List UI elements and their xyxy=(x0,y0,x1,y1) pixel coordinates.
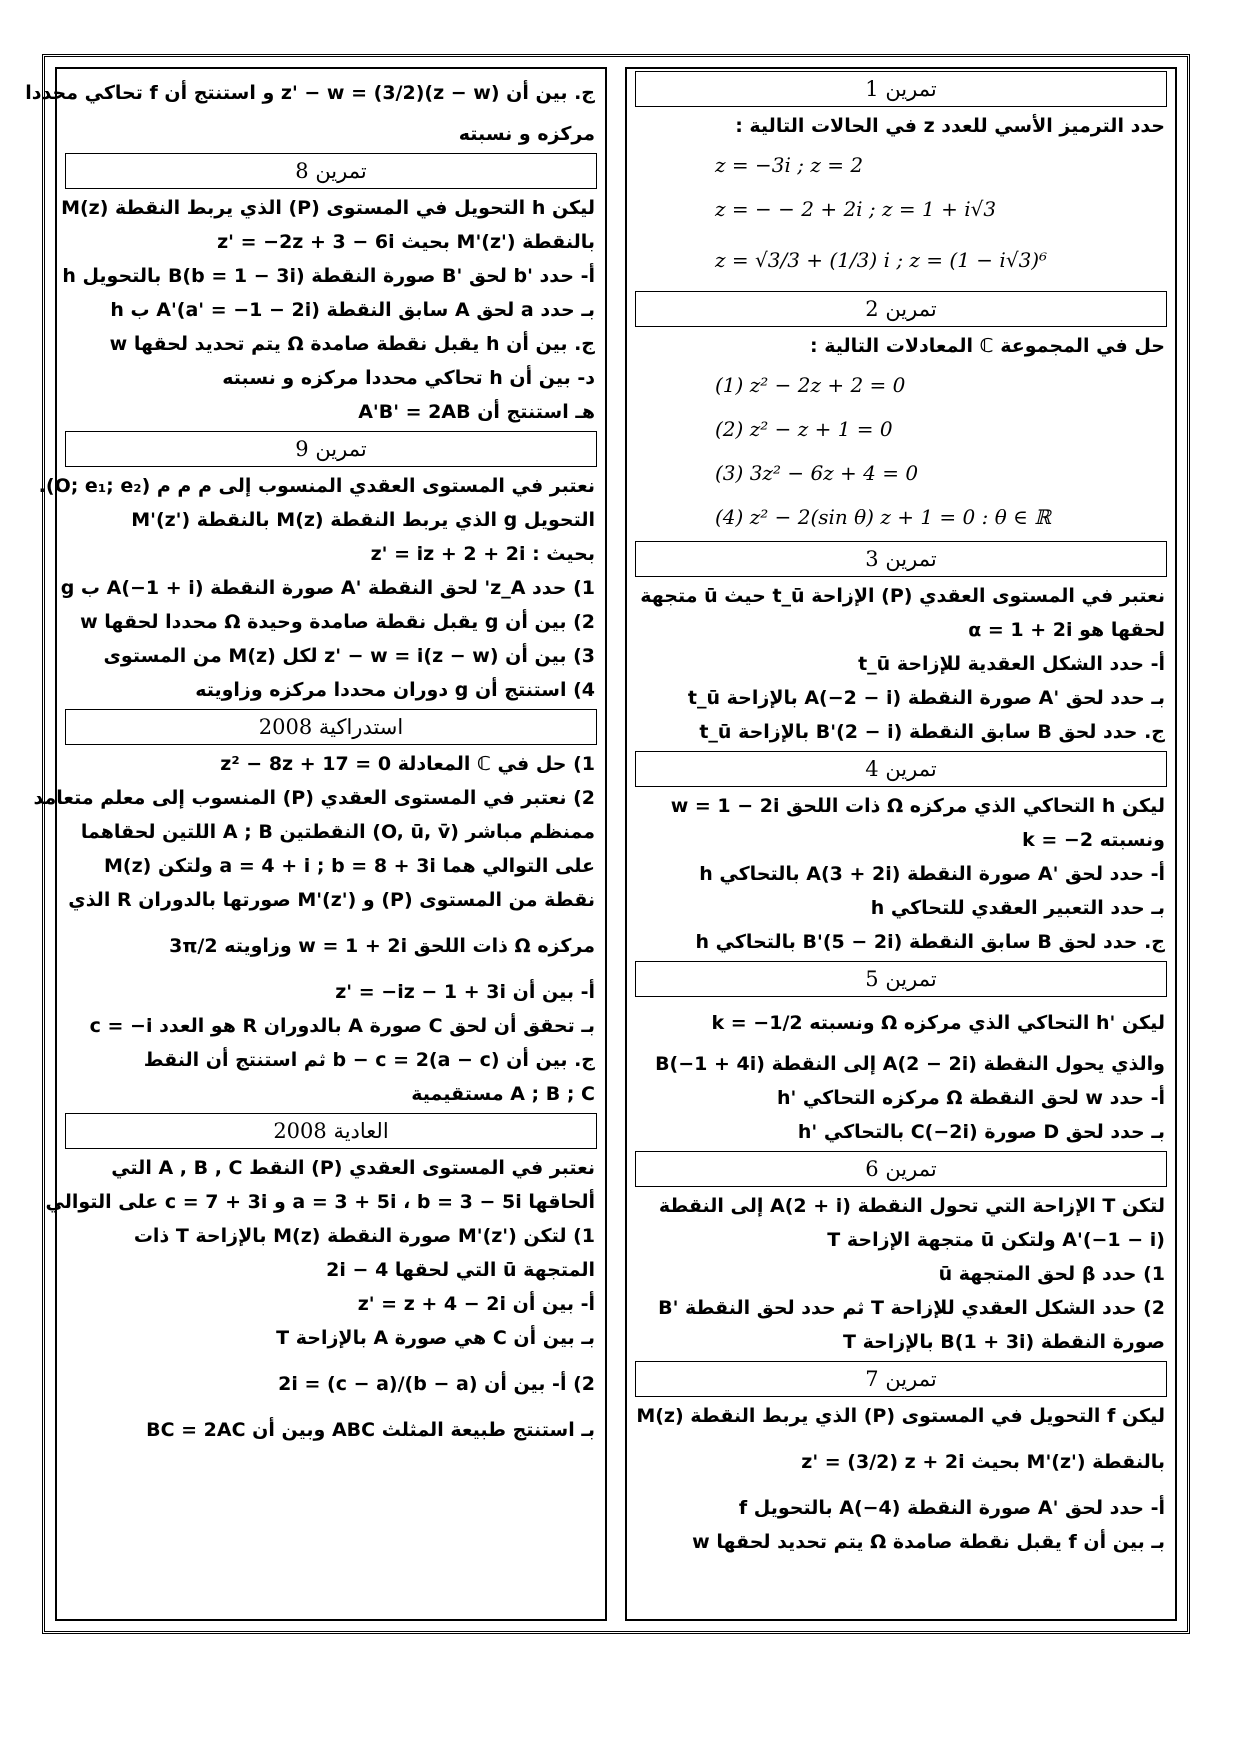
exercise-1-case: z = −3i ; z = 2 xyxy=(715,153,864,177)
exercise-4-line: ليكن h التحاكي الذي مركزه Ω ذات اللحق w = 1 − 2i xyxy=(670,795,1165,817)
exercise-2-equation: (3) 3z² − 6z + 4 = 0 xyxy=(715,461,919,485)
exercise-9-line: 1) حدد z_A' لحق النقطة 'A صورة النقطة A(−1 + i) ب g xyxy=(60,577,595,599)
left-column xyxy=(25,67,607,1621)
exercise-5-line: بـ حدد لحق D صورة C(−2i) بالتحاكي 'h xyxy=(797,1121,1165,1143)
exam-2008-regular-line: بـ بين أن C هي صورة A بالإزاحة T xyxy=(276,1327,595,1349)
exercise-7-line: بالنقطة M'(z') بحيث z' = (3/2) z + 2i xyxy=(801,1451,1165,1473)
exercise-1-title: تمرين 1 xyxy=(635,71,1167,107)
exercise-5-line: والذي يحول النقطة A(2 − 2i) إلى النقطة B(−1 + 4i) xyxy=(655,1053,1165,1075)
exercise-6-line: 1) حدد β لحق المتجهة ū xyxy=(938,1263,1165,1285)
exercise-5-title: تمرين 5 xyxy=(635,961,1167,997)
right-column xyxy=(625,67,1177,1621)
exercise-4-line: بـ حدد التعبير العقدي للتحاكي h xyxy=(870,897,1165,919)
exam-2008-regular-line: بـ استنتج طبيعة المثلث ABC وبين أن BC = 2AC xyxy=(146,1419,595,1441)
exercise-8-line: أ- حدد 'b لحق 'B صورة النقطة B(b = 1 − 3i) بالتحويل h xyxy=(62,265,595,287)
exercise-7-line: بـ بين أن f يقبل نقطة صامدة Ω يتم تحديد لحقها w xyxy=(692,1531,1165,1553)
exercise-6-line: A'(−1 − i) ولتكن ū متجهة الإزاحة T xyxy=(827,1229,1165,1251)
exercise-8-line: ج. بين أن h يقبل نقطة صامدة Ω يتم تحديد لحقها w xyxy=(109,333,595,355)
exercise-9-line: بحيث : z' = iz + 2 + 2i xyxy=(370,543,595,565)
exam-2008-makeup-line: ممنظم مباشر (O, ū, v̄) النقطتين A ; B اللتين لحقاهما xyxy=(80,821,595,843)
exercise-1-case: z = − − 2 + 2i ; z = 1 + i√3 xyxy=(715,197,997,221)
exercise-8-line: بالنقطة M'(z') بحيث z' = −2z + 3 − 6i xyxy=(217,231,595,253)
exam-2008-regular-line: نعتبر في المستوى العقدي (P) النقط A , B , C التي xyxy=(111,1157,595,1179)
page-frame xyxy=(25,54,1190,1634)
exercise-5-line: ليكن 'h التحاكي الذي مركزه Ω ونسبته k = −1/2 xyxy=(711,1012,1165,1034)
exercise-4-line: أ- حدد لحق 'A صورة النقطة A(3 + 2i) بالتحاكي h xyxy=(699,863,1165,885)
exam-2008-makeup-line: أ- بين أن z' = −iz − 1 + 3i xyxy=(335,981,595,1003)
exam-2008-makeup-line: مركزه Ω ذات اللحق w = 1 + 2i وزاويته 3π/2 xyxy=(169,935,595,957)
exam-2008-makeup-title: استدراكية 2008 xyxy=(65,709,597,745)
exercise-3-line: أ- حدد الشكل العقدية للإزاحة t_ū xyxy=(858,653,1165,675)
exercise-9-line: 3) بين أن z' − w = i(z − w) لكل M(z) من المستوى xyxy=(103,645,595,667)
exam-2008-makeup-line: 1) حل في ℂ المعادلة z² − 8z + 17 = 0 xyxy=(220,753,595,775)
exercise-9-line: نعتبر في المستوى العقدي المنسوب إلى م م م (O; e₁; e₂). xyxy=(38,475,595,497)
exercise-3-line: نعتبر في المستوى العقدي (P) الإزاحة t_ū حيث ū متجهة xyxy=(640,585,1165,607)
exercise-1-intro: حدد الترميز الأسي للعدد z في الحالات التالية : xyxy=(735,115,1165,137)
exam-2008-makeup-line: نقطة من المستوى (P) و M'(z') صورتها بالدوران R الذي xyxy=(68,889,595,911)
exercise-3-line: ج. حدد لحق B سابق النقطة B'(2 − i) بالإزاحة t_ū xyxy=(699,721,1165,743)
exercise-6-line: صورة النقطة B(1 + 3i) بالإزاحة T xyxy=(843,1331,1165,1353)
exercise-1-case: z = √3/3 + (1/3) i ; z = (1 − i√3)⁶ xyxy=(715,248,1048,272)
exercise-2-equation: (1) z² − 2z + 2 = 0 xyxy=(715,373,906,397)
exercise-4-title: تمرين 4 xyxy=(635,751,1167,787)
exercise-4-line: ونسبته k = −2 xyxy=(1022,829,1165,851)
exercise-9-line: التحويل g الذي يربط النقطة M(z) بالنقطة M'(z') xyxy=(131,509,595,531)
exercise-9-title: تمرين 9 xyxy=(65,431,597,467)
exam-2008-makeup-line: على التوالي هما a = 4 + i ; b = 8 + 3i ولتكن M(z) xyxy=(103,855,595,877)
exercise-3-line: لحقها هو α = 1 + 2i xyxy=(968,619,1165,641)
exercise-8-line: بـ حدد a لحق A سابق النقطة A'(a' = −1 − 2i) ب h xyxy=(110,299,595,321)
exam-2008-regular-title: العادية 2008 xyxy=(65,1113,597,1149)
exercise-2-equation: (2) z² − z + 1 = 0 xyxy=(715,417,893,441)
exercise-7-continued-line: مركزه و نسبته xyxy=(458,123,595,145)
exercise-7-continued-line: ج. بين أن z' − w = (3/2)(z − w) و استنتج أن f تحاكي محددا xyxy=(25,82,595,104)
exercise-7-title: تمرين 7 xyxy=(635,1361,1167,1397)
exercise-6-line: لتكن T الإزاحة التي تحول النقطة A(2 + i) إلى النقطة xyxy=(658,1195,1165,1217)
exercise-2-intro: حل في المجموعة ℂ المعادلات التالية : xyxy=(810,335,1165,357)
exercise-2-equation: (4) z² − 2(sin θ) z + 1 = 0 : θ ∈ ℝ xyxy=(715,505,1051,529)
exercise-9-line: 4) استنتج أن g دوران محددا مركزه وزاويته xyxy=(195,679,595,701)
exam-2008-regular-line: 1) لتكن M'(z') صورة النقطة M(z) بالإزاحة T ذات xyxy=(133,1225,595,1247)
exercise-6-line: 2) حدد الشكل العقدي للإزاحة T ثم حدد لحق النقطة 'B xyxy=(658,1297,1165,1319)
exam-2008-regular-line: ألحاقها a = 3 + 5i ، b = 3 − 5i و c = 7 + 3i على التوالي xyxy=(45,1191,595,1213)
exercise-3-line: بـ حدد لحق 'A صورة النقطة A(−2 − i) بالإزاحة t_ū xyxy=(687,687,1165,709)
exercise-8-line: د- بين أن h تحاكي محددا مركزه و نسبته xyxy=(222,367,595,389)
exam-2008-regular-line: 2) أ- بين أن (b − a)/(c − a) = 2i xyxy=(278,1373,595,1395)
exercise-2-title: تمرين 2 xyxy=(635,291,1167,327)
exercise-8-line: ليكن h التحويل في المستوى (P) الذي يربط النقطة M(z) xyxy=(61,197,595,219)
exam-2008-makeup-line: 2) نعتبر في المستوى العقدي (P) المنسوب إلى معلم متعامد xyxy=(33,787,595,809)
exam-2008-makeup-line: ج. بين أن b − c = 2(a − c) ثم استنتج أن النقط xyxy=(143,1049,595,1071)
exam-2008-makeup-line: A ; B ; C مستقيمية xyxy=(411,1083,595,1105)
exercise-7-line: أ- حدد لحق 'A صورة النقطة A(−4) بالتحويل f xyxy=(738,1497,1165,1519)
exercise-5-line: أ- حدد w لحق النقطة Ω مركزه التحاكي 'h xyxy=(776,1087,1165,1109)
exercise-6-title: تمرين 6 xyxy=(635,1151,1167,1187)
exam-2008-regular-line: أ- بين أن z' = z + 4 − 2i xyxy=(357,1293,595,1315)
exercise-8-line: هـ استنتج أن A'B' = 2AB xyxy=(358,401,595,423)
exam-2008-makeup-line: بـ تحقق أن لحق C صورة A بالدوران R هو العدد c = −i xyxy=(89,1015,595,1037)
exercise-4-line: ج. حدد لحق B سابق النقطة B'(5 − 2i) بالتحاكي h xyxy=(695,931,1165,953)
exercise-7-line: ليكن f التحويل في المستوى (P) الذي يربط النقطة M(z) xyxy=(636,1405,1165,1427)
exercise-9-line: 2) بين أن g يقبل نقطة صامدة وحيدة Ω محددا لحقها w xyxy=(80,611,595,633)
exam-2008-regular-line: المتجهة ū التي لحقها 4 − 2i xyxy=(326,1259,595,1281)
exercise-3-title: تمرين 3 xyxy=(635,541,1167,577)
exercise-8-title: تمرين 8 xyxy=(65,153,597,189)
